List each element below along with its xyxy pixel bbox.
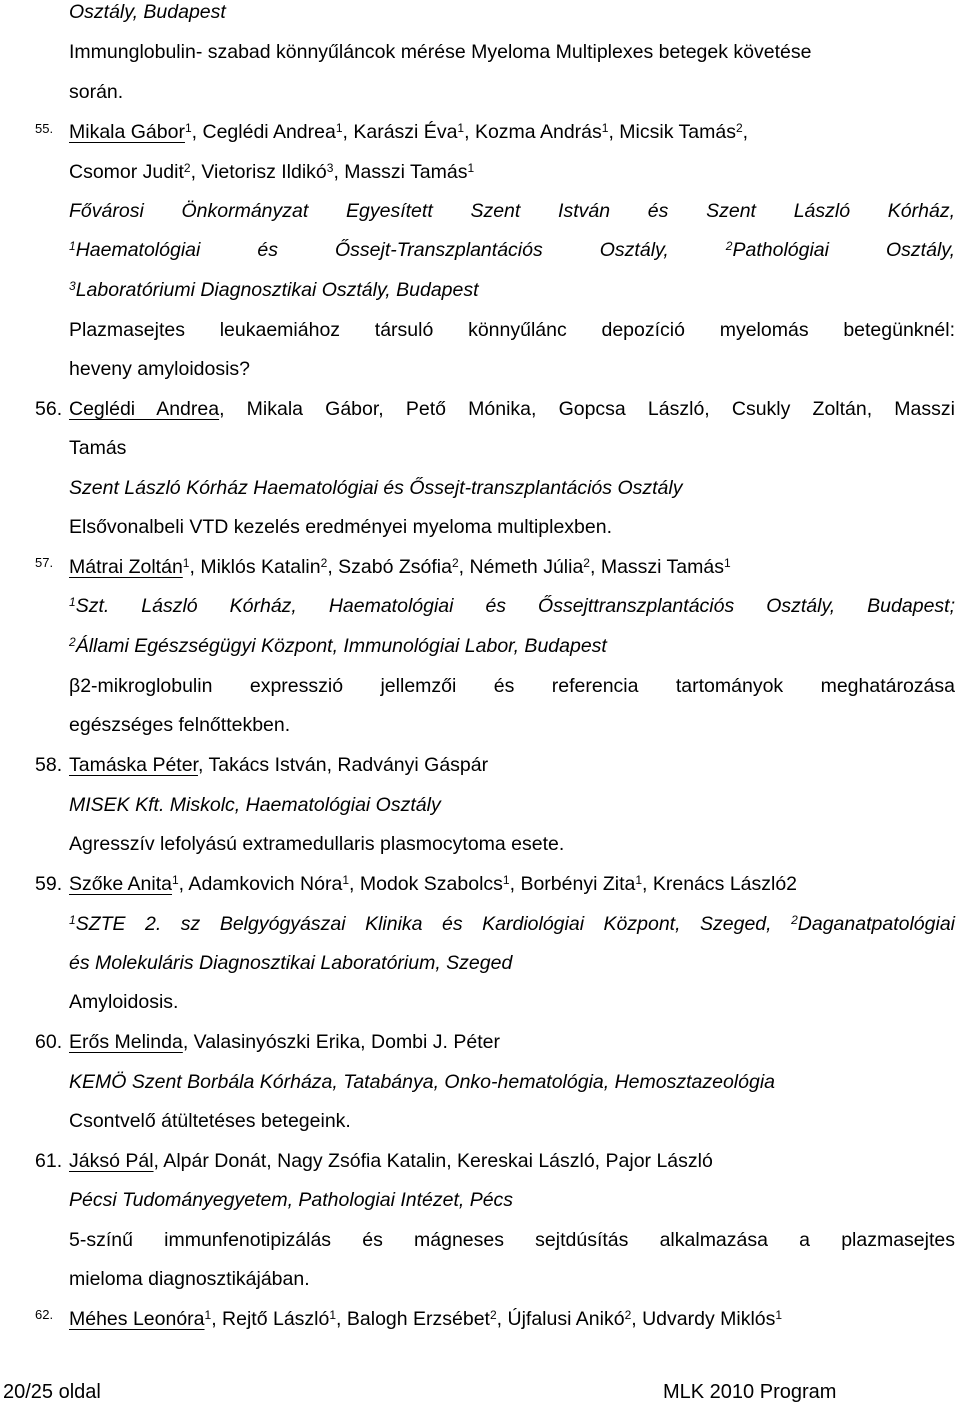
author-line: Tamás: [69, 437, 127, 459]
author: , Udvardy Miklós: [631, 1308, 776, 1330]
author: , Masszi Tamás: [333, 161, 468, 183]
footnote-mark: 1: [204, 1308, 212, 1322]
affiliation-line: [69, 594, 955, 618]
entry-number: 58.: [35, 754, 63, 776]
abstract-title-cont: mieloma diagnosztikájában.: [69, 1268, 310, 1290]
footnote-mark: 2: [183, 161, 191, 175]
abstract-title-cont: során.: [69, 81, 124, 103]
affiliation: SZTE 2. sz Belgyógyászai Klinika és Kardiológiai Központ, Szeged,: [75, 913, 772, 935]
author-line: [69, 872, 797, 896]
author: , Borbényi Zita: [509, 873, 636, 895]
author: , Kozma András: [464, 121, 602, 143]
author: , Masszi Tamás: [589, 556, 724, 578]
author: , Ceglédi Andrea: [191, 121, 336, 143]
footnote-mark: 1: [69, 595, 76, 609]
footnote-mark: 1: [342, 873, 350, 887]
abstract-title: Amyloidosis.: [69, 991, 179, 1013]
affiliation: Állami Egészségügyi Központ, Immunológiai Labor, Budapest: [75, 635, 607, 657]
authors: , Alpár Donát, Nagy Zsófia Katalin, Kereskai László, Pajor László: [153, 1150, 713, 1172]
footnote-mark: 1: [335, 121, 343, 135]
abstract-title: Plazmasejtes leukaemiához társuló könnyűlánc depozíció myelomás betegünknél:: [69, 319, 955, 341]
author-line: [69, 1030, 500, 1054]
affiliation-line: Szent László Kórház Haematológiai és Őssejt-transzplantációs Osztály: [69, 477, 683, 499]
affiliation-line: Fővárosi Önkormányzat Egyesített Szent István és Szent László Kórház,: [69, 200, 955, 222]
footnote-mark: 2: [69, 635, 76, 649]
footnote-mark: 2: [583, 556, 590, 570]
footnote-mark: 2: [489, 1308, 497, 1322]
footnote-mark: 2: [725, 239, 733, 253]
abstract-title: Agresszív lefolyású extramedullaris plasmocytoma esete.: [69, 833, 565, 855]
affiliation: Pathológiai Osztály,: [732, 239, 955, 261]
footnote-mark: 2: [624, 1308, 632, 1322]
author-line: [69, 160, 474, 184]
footnote-mark: 1: [69, 913, 76, 927]
affiliation-line: MISEK Kft. Miskolc, Haematológiai Osztály: [69, 794, 441, 816]
entry-number: 57.: [35, 555, 54, 570]
author-line: [69, 1307, 782, 1331]
affiliation-line: és Molekuláris Diagnosztikai Laboratórium, Szeged: [69, 952, 513, 974]
author: , Vietorisz Ildikó: [190, 161, 327, 183]
author-line: [69, 555, 731, 579]
affiliation-line: Osztály, Budapest: [69, 1, 226, 23]
author: , Balogh Erzsébet: [336, 1308, 490, 1330]
footnote-mark: 1: [171, 873, 179, 887]
footnote-mark: 1: [184, 121, 192, 135]
author: , Micsik Tamás: [608, 121, 736, 143]
footnote-mark: 1: [69, 239, 76, 253]
footnote-mark: 1: [502, 873, 510, 887]
page-number: 20/25 oldal: [3, 1381, 101, 1403]
affiliation: Daganatpatológiai: [797, 913, 955, 935]
footnote-mark: 1: [457, 121, 465, 135]
authors: , Mikala Gábor, Pető Mónika, Gopcsa László, Csukly Zoltán, Masszi: [219, 398, 955, 420]
footnote-mark: 2: [451, 556, 459, 570]
affiliation-line: [69, 912, 955, 936]
footnote-mark: 1: [724, 556, 731, 570]
footnote-mark: 1: [601, 121, 609, 135]
author: , Adamkovich Nóra: [178, 873, 343, 895]
entry-number: 60.: [35, 1031, 63, 1053]
presenting-author: Jáksó Pál: [69, 1150, 154, 1172]
author: , Németh Júlia: [458, 556, 584, 578]
footnote-mark: 2: [791, 913, 798, 927]
footnote-mark: 3: [326, 161, 334, 175]
footnote-mark: 1: [467, 161, 475, 175]
abstract-title: β2-mikroglobulin expresszió jellemzői és referencia tartományok meghatározása: [69, 675, 955, 697]
affiliation: Szt. László Kórház, Haematológiai és Őssejttranszplantációs Osztály, Budapest;: [75, 595, 955, 617]
footnote-mark: 1: [775, 1308, 783, 1322]
footer-program-title: MLK 2010 Program: [663, 1381, 837, 1403]
authors: , Takács István, Radványi Gáspár: [197, 754, 489, 776]
entry-number: 56.: [35, 398, 63, 420]
affiliation-line: Pécsi Tudományegyetem, Pathologiai Intézet, Pécs: [69, 1189, 514, 1211]
presenting-author: Erős Melinda: [69, 1031, 183, 1053]
author: , Modok Szabolcs: [349, 873, 503, 895]
abstract-title: Immunglobulin- szabad könnyűláncok mérése Myeloma Multiplexes betegek követése: [69, 41, 812, 63]
footnote-mark: 3: [69, 279, 76, 293]
entry-number: 62.: [35, 1307, 54, 1322]
affiliation-line: [69, 634, 607, 658]
affiliation: Haematológiai és Őssejt-Transzplantációs Osztály,: [75, 239, 669, 261]
abstract-title-cont: egészséges felnőttekben.: [69, 714, 291, 736]
author-line: [69, 120, 748, 144]
footnote-mark: 2: [735, 121, 743, 135]
entry-number: 55.: [35, 121, 54, 136]
footnote-mark: 1: [329, 1308, 337, 1322]
presenting-author: Tamáska Péter: [69, 754, 198, 776]
entry-number: 59.: [35, 873, 63, 895]
abstract-title: 5-színű immunfenotipizálás és mágneses sejtdúsítás alkalmazása a plazmasejtes: [69, 1229, 955, 1251]
affiliation-line: [69, 278, 479, 302]
footnote-mark: 1: [635, 873, 643, 887]
author-line: [69, 397, 955, 421]
affiliation-line: KEMÖ Szent Borbála Kórháza, Tatabánya, Onko-hematológia, Hemosztazeológia: [69, 1071, 776, 1093]
footnote-mark: 1: [182, 556, 190, 570]
presenting-author: Mikala Gábor: [69, 121, 185, 143]
author: Csomor Judit: [69, 161, 184, 183]
affiliation-line: [69, 238, 955, 262]
author: , Miklós Katalin: [189, 556, 321, 578]
author: , Krenács László2: [642, 873, 798, 895]
author: , Rejtő László: [211, 1308, 330, 1330]
abstract-title: Elsővonalbeli VTD kezelés eredményei myeloma multiplexben.: [69, 516, 613, 538]
author: , Karászi Éva: [342, 121, 458, 143]
presenting-author: Méhes Leonóra: [69, 1308, 205, 1330]
author-line: [69, 1149, 713, 1173]
separator: ,: [742, 121, 749, 143]
presenting-author: Szőke Anita: [69, 873, 172, 895]
abstract-title: Csontvelő átültetéses betegeink.: [69, 1110, 351, 1132]
presenting-author: Ceglédi Andrea: [69, 398, 220, 420]
abstract-title-cont: heveny amyloidosis?: [69, 358, 251, 380]
author: , Újfalusi Anikó: [496, 1308, 625, 1330]
entry-number: 61.: [35, 1150, 63, 1172]
footnote-mark: 2: [320, 556, 328, 570]
presenting-author: Mátrai Zoltán: [69, 556, 183, 578]
author: , Szabó Zsófia: [327, 556, 452, 578]
affiliation: Laboratóriumi Diagnosztikai Osztály, Budapest: [75, 279, 479, 301]
author-line: [69, 753, 488, 777]
authors: , Valasinyószki Erika, Dombi J. Péter: [182, 1031, 500, 1053]
